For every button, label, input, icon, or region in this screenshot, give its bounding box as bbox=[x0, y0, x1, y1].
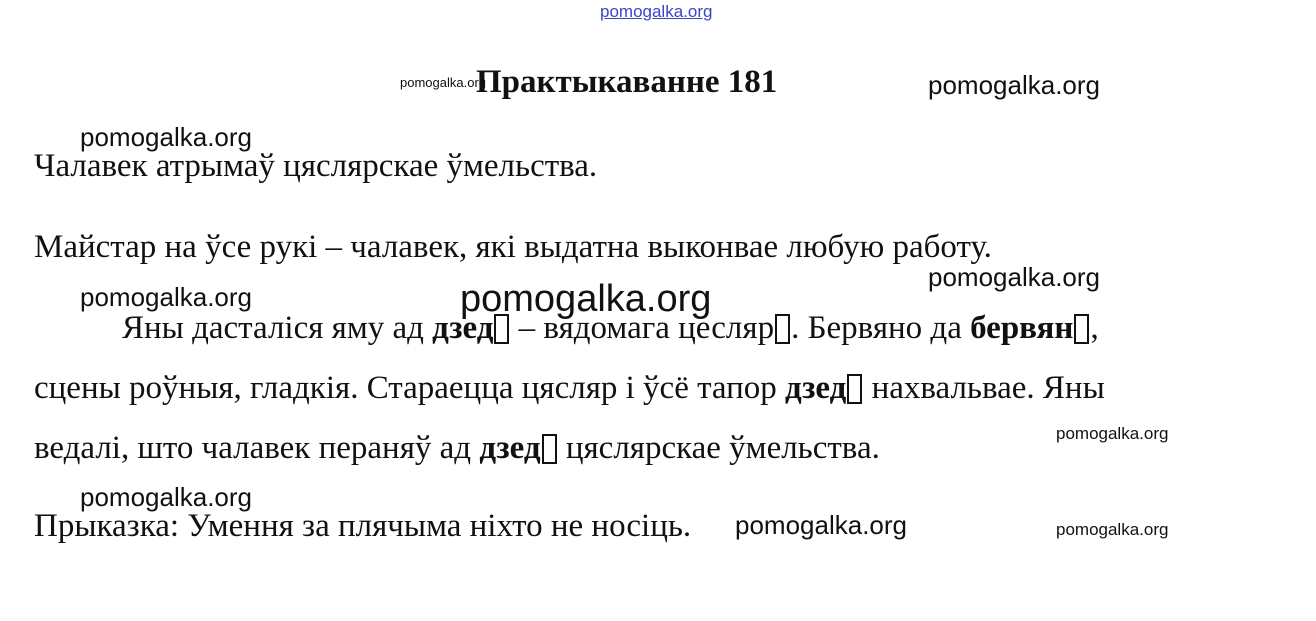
text-span: – вядомага цесляр bbox=[510, 310, 775, 346]
watermark-label: pomogalka.org bbox=[928, 70, 1100, 100]
bold-word: дзед bbox=[432, 310, 494, 346]
sentence-1: Чалавек атрымаў цяслярскае ўмельства. bbox=[34, 148, 598, 184]
watermark-label: pomogalka.org bbox=[735, 510, 907, 540]
text-span: нахвальвае. Яны bbox=[863, 370, 1105, 406]
text-span: ведалі, што чалавек пераняў ад bbox=[34, 430, 480, 466]
missing-ending-box bbox=[494, 314, 509, 344]
watermark-label: pomogalka.org bbox=[80, 122, 252, 152]
watermark-label: pomogalka.org bbox=[80, 282, 252, 312]
sentence-2: Майстар на ўсе рукі – чалавек, які выдатна выконвае любую работу. bbox=[34, 229, 992, 265]
paragraph-line-3 bbox=[34, 432, 880, 465]
watermark-label: pomogalka.org bbox=[80, 482, 252, 512]
watermark-label: pomogalka.org bbox=[400, 75, 486, 90]
watermark-label: pomogalka.org bbox=[1056, 424, 1169, 443]
missing-ending-box bbox=[775, 314, 790, 344]
text-span: сцены роўныя, гладкія. Стараецца цясляр і ўсё тапор bbox=[34, 370, 786, 406]
text-span: . Бервяно да bbox=[791, 310, 971, 346]
missing-ending-box bbox=[542, 434, 557, 464]
bold-word: бервян bbox=[970, 310, 1074, 346]
text-span: Яны дасталіся яму ад bbox=[122, 310, 433, 346]
exercise-title: Практыкаванне 181 bbox=[476, 64, 778, 100]
paragraph-line-1 bbox=[34, 312, 1099, 345]
text-span: цяслярскае ўмельства. bbox=[557, 430, 880, 466]
missing-ending-box bbox=[1074, 314, 1089, 344]
bold-word: дзед bbox=[479, 430, 541, 466]
text-span: , bbox=[1090, 310, 1099, 346]
proverb-line: Прыказка: Умення за плячыма ніхто не носіць. bbox=[34, 508, 692, 544]
paragraph-line-2 bbox=[34, 372, 1105, 405]
watermark-label: pomogalka.org bbox=[928, 262, 1100, 292]
watermark-label-large: pomogalka.org bbox=[460, 278, 712, 320]
bold-word: дзед bbox=[785, 370, 847, 406]
top-watermark-link[interactable]: pomogalka.org bbox=[600, 2, 713, 21]
missing-ending-box bbox=[847, 374, 862, 404]
watermark-label: pomogalka.org bbox=[1056, 520, 1169, 539]
